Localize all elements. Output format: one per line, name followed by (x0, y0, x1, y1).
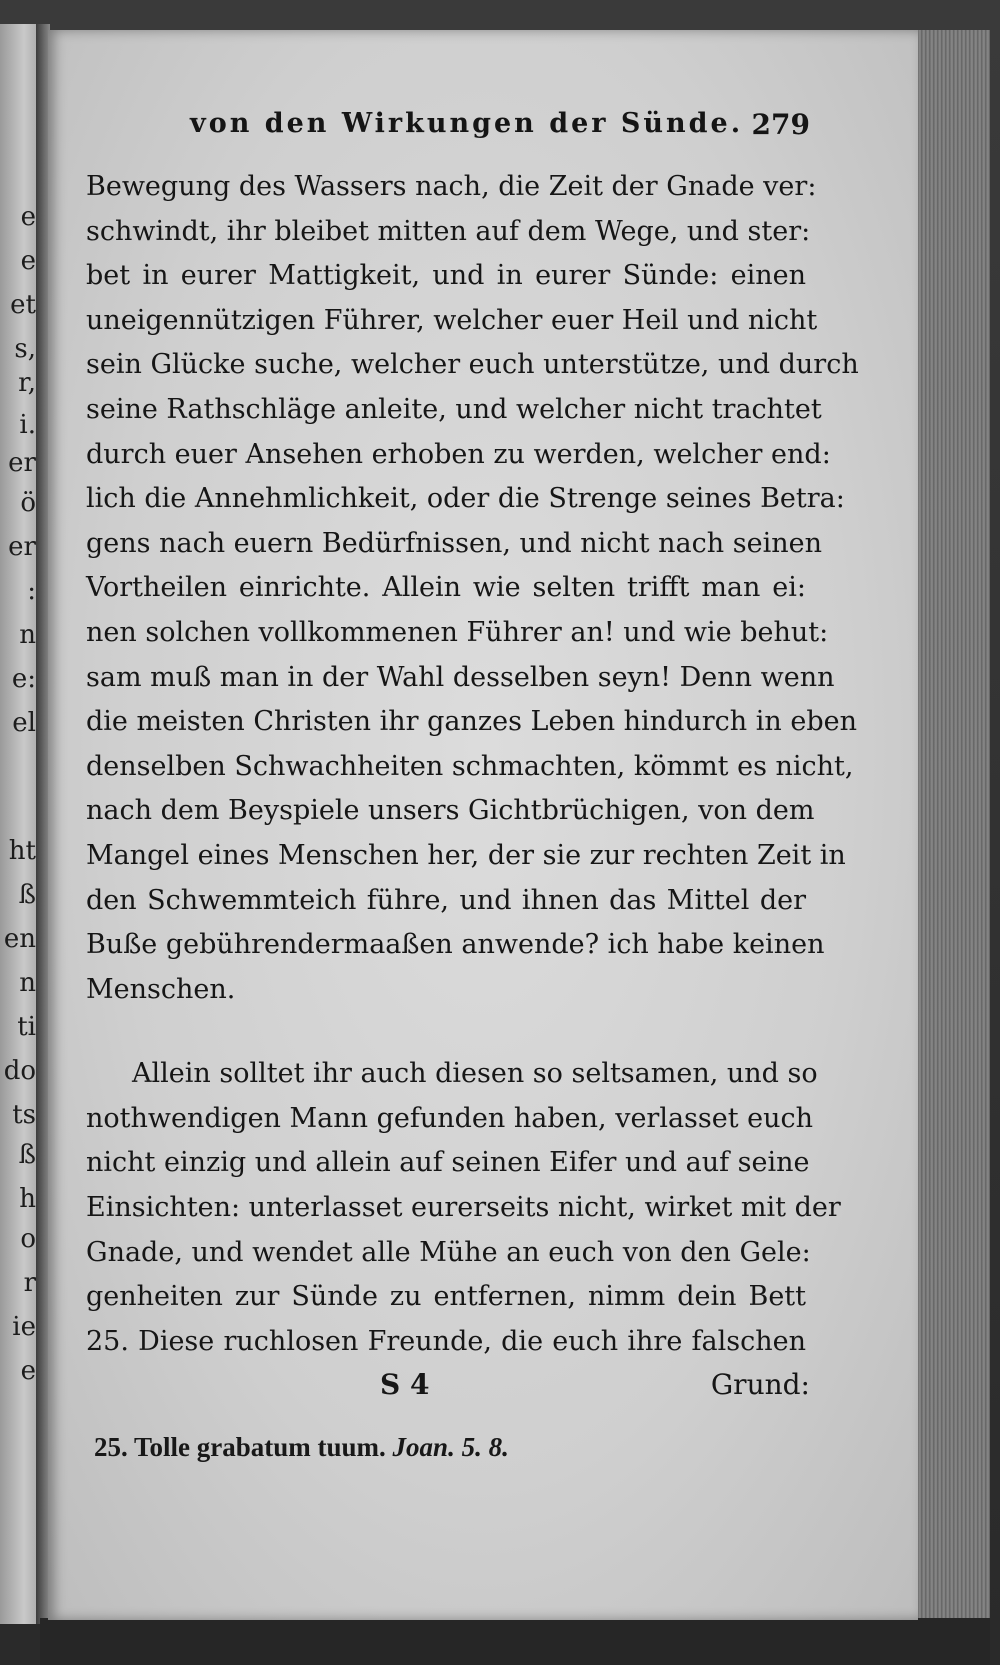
left-fragment: el (12, 708, 36, 738)
left-fragment: e (20, 1356, 36, 1386)
page-header (190, 108, 810, 152)
text-line: die meisten Christen ihr ganzes Leben hindurch in eben (86, 706, 857, 738)
footnote (94, 1432, 794, 1463)
text-line: nothwendigen Mann gefunden haben, verlasset euch (86, 1102, 814, 1134)
page-number: 279 (751, 108, 810, 141)
text-line: den Schwemmteich führe, und ihnen das Mittel der (86, 884, 806, 916)
text-line: Buße gebührendermaaßen anwende? ich habe keinen (86, 929, 825, 961)
text-line: Einsichten: unterlasset eurerseits nicht, wirket mit der (86, 1192, 841, 1224)
left-fragment: et (10, 290, 36, 320)
text-line: genheiten zur Sünde zu entfernen, nimm dein Bett (86, 1281, 806, 1313)
left-fragment: ie (12, 1312, 36, 1342)
text-line: bet in eurer Mattigkeit, und in eurer Sünde: einen (86, 260, 806, 292)
signature-line (150, 1368, 810, 1412)
text-line: lich die Annehmlichkeit, oder die Strenge seines Betra: (86, 483, 845, 515)
printer-signature: S 4 (380, 1368, 430, 1401)
left-fragment: n (19, 620, 36, 650)
left-fragment: r (23, 1268, 36, 1298)
left-fragment: ß (18, 1140, 36, 1170)
text-line: Menschen. (86, 973, 236, 1005)
text-line: seine Rathschläge anleite, und welcher nicht trachtet (86, 393, 822, 425)
left-fragment: ti (17, 1012, 36, 1042)
left-fragment: : (27, 576, 36, 606)
text-line: gens nach euern Bedürfnissen, und nicht nach seinen (86, 527, 822, 559)
catchword: Grund: (710, 1368, 810, 1401)
left-fragment: e: (11, 664, 36, 694)
text-line: Gnade, und wendet alle Mühe an euch von den Gele: (86, 1236, 811, 1268)
left-fragment: o (20, 1224, 36, 1254)
left-fragment: do (3, 1056, 36, 1086)
left-fragment: er (8, 532, 36, 562)
text-line: Allein solltet ihr auch diesen so seltsamen, und so (132, 1058, 818, 1090)
text-line: denselben Schwachheiten schmachten, kömmt es nicht, (86, 750, 854, 782)
book-bottom-edge (40, 1618, 990, 1665)
footnote-source: Joan. 5. 8. (392, 1432, 509, 1462)
left-fragment: ö (20, 488, 36, 518)
text-line: sam muß man in der Wahl desselben seyn! Denn wenn (86, 661, 835, 693)
text-line: 25. Diese ruchlosen Freunde, die euch ihre falschen (86, 1325, 806, 1357)
left-fragment: ts (12, 1100, 36, 1130)
footnote-text: 25. Tolle grabatum tuum. (94, 1432, 386, 1462)
left-fragment: er (8, 448, 36, 478)
left-fragment: ht (8, 836, 36, 866)
body-text (86, 165, 859, 1364)
paragraph-break (86, 1012, 806, 1052)
left-fragment: r, (18, 368, 36, 398)
text-line: Mangel eines Menschen her, der sie zur rechten Zeit in (86, 839, 846, 871)
text-line: nen solchen vollkommenen Führer an! und wie behut: (86, 616, 829, 648)
left-fragment: n (19, 968, 36, 998)
left-fragment: i. (19, 410, 36, 440)
left-fragment: en (3, 924, 36, 954)
left-fragment: e (20, 246, 36, 276)
text-line: uneigennützigen Führer, welcher euer Heil und nicht (86, 304, 818, 336)
text-line: nach dem Beyspiele unsers Gichtbrüchigen, von dem (86, 795, 815, 827)
left-fragment: s, (14, 334, 36, 364)
text-line: Vortheilen einrichte. Allein wie selten trifft man ei: (86, 572, 806, 604)
text-line: Bewegung des Wassers nach, die Zeit der Gnade ver: (86, 171, 817, 202)
left-fragment: ß (18, 880, 36, 910)
left-fragment: e (20, 202, 36, 232)
text-line: nicht einzig und allein auf seinen Eifer und auf seine (86, 1147, 810, 1179)
text-line: sein Glücke suche, welcher euch unterstütze, und durch (86, 349, 859, 381)
text-line: schwindt, ihr bleibet mitten auf dem Wege, und ster: (86, 215, 811, 247)
text-line: durch euer Ansehen erhoben zu werden, welcher end: (86, 438, 831, 470)
left-fragment: h (19, 1184, 36, 1214)
running-head: von den Wirkungen der Sünde. (190, 108, 744, 139)
page-fore-edge (918, 30, 990, 1630)
left-facing-page (0, 24, 40, 1624)
